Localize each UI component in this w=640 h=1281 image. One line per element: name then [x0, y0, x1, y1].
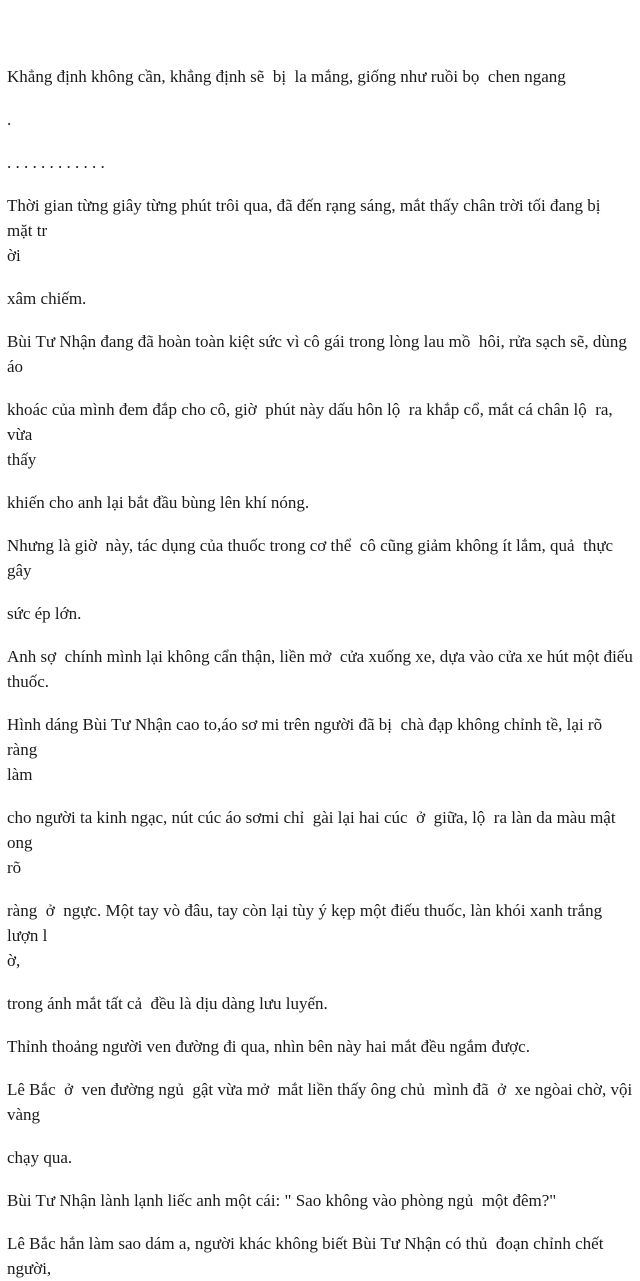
text-line: ời: [7, 246, 21, 265]
text-line: trong ánh mắt tất cả đều là dịu dàng lưu luyến.: [7, 994, 328, 1013]
text-line: . . . . . . . . . . . .: [7, 153, 105, 172]
paragraph: [7, 64, 633, 89]
paragraph: [7, 898, 633, 973]
text-line: thấy: [7, 450, 37, 469]
paragraph: [7, 193, 633, 268]
paragraph: [7, 644, 633, 694]
paragraph: [7, 107, 633, 132]
paragraph: [7, 1188, 633, 1213]
text-line: ràng ở ngực. Một tay vò đâu, tay còn lại tùy ý kẹp một điếu thuốc, làn khói xanh trắng lượn l: [7, 901, 607, 945]
text-line: .: [7, 110, 12, 129]
paragraph: [7, 150, 633, 175]
text-line: Nhưng là giờ này, tác dụng của thuốc trong cơ thể cô cũng giảm không ít lắm, quả thực gây: [7, 536, 618, 580]
paragraph: [7, 286, 633, 311]
text-line: Anh sợ chính mình lại không cẩn thận, liền mở cửa xuống xe, dựa vào cửa xe hút một điếu: [7, 647, 633, 666]
text-line: ờ,: [7, 951, 21, 970]
text-line: Thỉnh thoảng người ven đường đi qua, nhìn bên này hai mắt đều ngắm được.: [7, 1037, 530, 1056]
paragraph: [7, 397, 633, 472]
text-line: vàng: [7, 1105, 41, 1124]
text-line: Thời gian từng giây từng phút trôi qua, đã đến rạng sáng, mắt thấy chân trời tối đang bị mặt tr: [7, 196, 610, 240]
paragraph: [7, 329, 633, 379]
text-line: Lê Bắc ở ven đường ngủ gật vừa mở mắt liền thấy ông chủ mình đã ở xe ngòai chờ, vội: [7, 1080, 633, 1099]
text-line: chạy qua.: [7, 1148, 73, 1167]
paragraph: [7, 1231, 633, 1281]
paragraph: [7, 601, 633, 626]
paragraph: [7, 1077, 633, 1127]
paragraph: [7, 1034, 633, 1059]
paragraph: [7, 1145, 633, 1170]
text-line: khiến cho anh lại bắt đầu bùng lên khí nóng.: [7, 493, 310, 512]
text-line: xâm chiếm.: [7, 289, 87, 308]
text-line: rõ: [7, 858, 22, 877]
text-line: Bùi Tư Nhận lành lạnh liếc anh một cái: " Sao không vào phòng ngủ một đêm?": [7, 1191, 557, 1210]
novel-text: [7, 64, 633, 1281]
text-line: Lê Bắc hắn làm sao dám a, người khác không biết Bùi Tư Nhận có thủ đoạn chỉnh chết người,: [7, 1234, 608, 1278]
text-line: cho người ta kinh ngạc, nút cúc áo sơmi chỉ gài lại hai cúc ở giữa, lộ ra làn da màu mật ong: [7, 808, 620, 852]
paragraph: [7, 805, 633, 880]
text-line: làm: [7, 765, 33, 784]
paragraph: [7, 490, 633, 515]
text-line: khoác của mình đem đắp cho cô, giờ phút này dấu hôn lộ ra khắp cổ, mắt cá chân lộ ra, vừa: [7, 400, 617, 444]
paragraph: [7, 533, 633, 583]
paragraph: [7, 991, 633, 1016]
text-line: sức ép lớn.: [7, 604, 82, 623]
paragraph: [7, 712, 633, 787]
text-line: thuốc.: [7, 672, 50, 691]
text-line: Bùi Tư Nhận đang đã hoàn toàn kiệt sức vì cô gái trong lòng lau mồ hôi, rửa sạch sẽ, dùng áo: [7, 332, 632, 376]
text-line: Khẳng định không cần, khẳng định sẽ bị la mắng, giống như ruồi bọ chen ngang: [7, 67, 566, 86]
text-line: Hình dáng Bùi Tư Nhận cao to,áo sơ mi trên người đã bị chà đạp không chỉnh tề, lại rõ ràng: [7, 715, 607, 759]
